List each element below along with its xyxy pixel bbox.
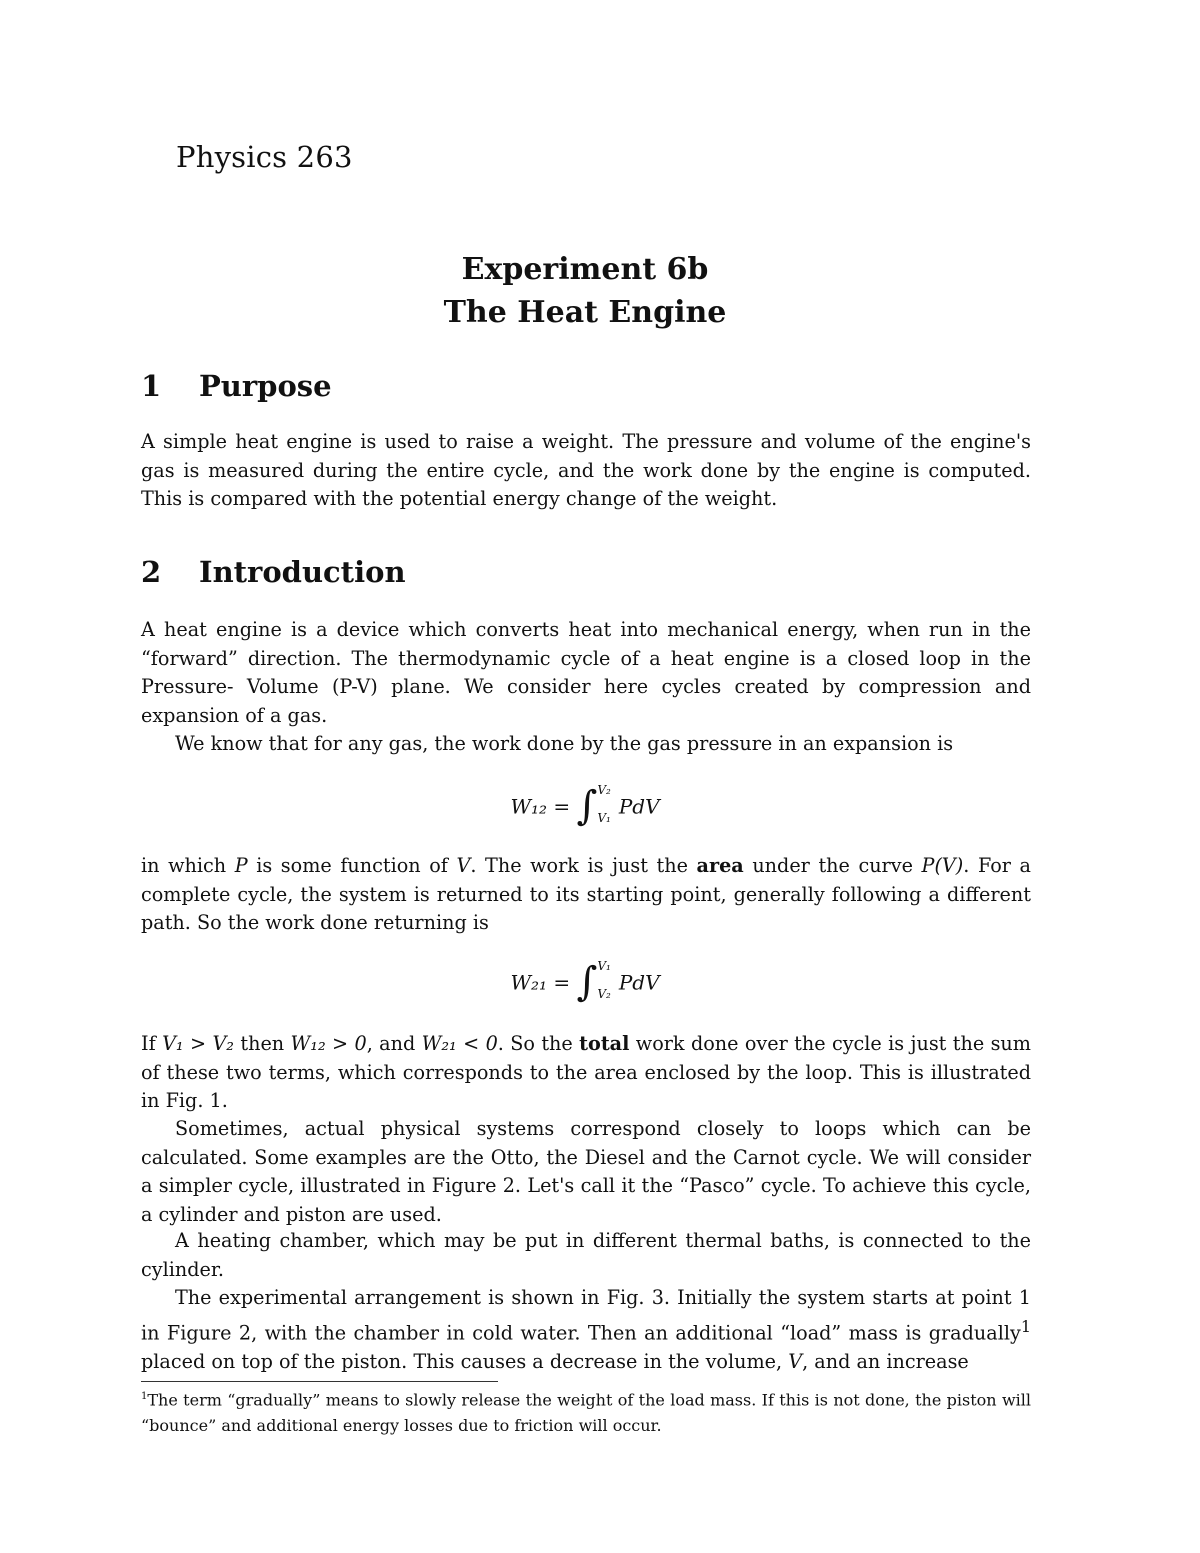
footnote xyxy=(141,1384,1031,1439)
work-integral-equation-1 xyxy=(0,780,1170,836)
text-run: placed on top of the piston. This causes a decrease in the volume, xyxy=(141,1349,789,1373)
upper-limit: V₁ xyxy=(597,959,611,973)
text-run: then xyxy=(234,1032,291,1055)
emphasis-area: area xyxy=(696,854,744,877)
lower-limit: V₂ xyxy=(597,987,611,1001)
text-run: . So the xyxy=(497,1032,580,1055)
text-run: , and xyxy=(366,1032,422,1055)
integral-limits xyxy=(597,776,610,832)
footnote-number: 1 xyxy=(141,1391,148,1402)
integral-limits xyxy=(597,952,610,1008)
course-header: Physics 263 xyxy=(176,140,353,174)
intro-paragraph-2: We know that for any gas, the work done by the gas pressure in an expansion is xyxy=(175,732,954,755)
section-heading-introduction xyxy=(141,555,406,589)
math-symbol: P xyxy=(234,854,248,877)
math-expression: V₁ > V₂ xyxy=(162,1032,234,1055)
intro-paragraph-4 xyxy=(141,1030,1031,1116)
integral-sign-icon: ∫ xyxy=(576,783,598,829)
experiment-subtitle: The Heat Engine xyxy=(443,295,727,330)
integral-sign-icon: ∫ xyxy=(576,959,598,1005)
intro-paragraph-6: A heating chamber, which may be put in different thermal baths, is connected to the cylinder. xyxy=(141,1229,1031,1281)
text-run: . For a complete cycle, the system is returned to its starting point, generally following a different path. So the work done returning is xyxy=(141,854,1031,935)
text-run: is some function of xyxy=(247,854,457,877)
integrand: PdV xyxy=(618,794,660,819)
emphasis-total: total xyxy=(579,1032,630,1055)
math-symbol: V xyxy=(456,854,471,877)
text-run: in which xyxy=(141,854,235,877)
section-title: Introduction xyxy=(199,555,406,589)
math-symbol: V xyxy=(788,1349,803,1373)
text-run: under the curve xyxy=(743,854,922,877)
text-run: . The work is just the xyxy=(470,854,697,877)
equation-lhs: W₁₂ = xyxy=(510,794,571,819)
section-title: Purpose xyxy=(199,369,332,403)
text-run: work done over the cycle is just the sum of these two terms, which corresponds to the area enclosed by the loop. This is illustrated in Fig. 1. xyxy=(141,1032,1031,1113)
equation-lhs: W₂₁ = xyxy=(510,970,571,995)
integrand: PdV xyxy=(618,970,660,995)
section-number: 1 xyxy=(141,369,162,403)
math-symbol: P(V) xyxy=(921,854,964,877)
footnote-text: The term “gradually” means to slowly release the weight of the load mass. If this is not done, the piston will “bounce” and additional energy losses due to friction will occur. xyxy=(141,1390,1031,1436)
lower-limit: V₁ xyxy=(597,811,611,825)
math-expression: W₂₁ < 0 xyxy=(421,1032,498,1055)
upper-limit: V₂ xyxy=(597,783,611,797)
purpose-paragraph: A simple heat engine is used to raise a weight. The pressure and volume of the engine's gas is measured during the entire cycle, and the work done by the engine is computed. This is compared with the potential energy change of the weight. xyxy=(141,430,1031,511)
intro-paragraph-1: A heat engine is a device which converts heat into mechanical energy, when run in the “forward” direction. The thermodynamic cycle of a heat engine is a closed loop in the Pressure- Volume (P-V) plane. We consider here cycles created by compression and expansion of a gas. xyxy=(141,618,1031,727)
math-expression: W₁₂ > 0 xyxy=(290,1032,367,1055)
text-run: If xyxy=(141,1032,163,1055)
intro-paragraph-7 xyxy=(141,1284,1031,1376)
work-integral-equation-2 xyxy=(0,956,1170,1012)
experiment-title: Experiment 6b xyxy=(461,252,709,287)
section-heading-purpose xyxy=(141,369,332,403)
section-number: 2 xyxy=(141,555,162,589)
text-run: , and an increase xyxy=(802,1349,969,1373)
footnote-marker: 1 xyxy=(1020,1316,1031,1336)
text-run: The experimental arrangement is shown in Fig. 3. Initially the system starts at point 1 in Figure 2, with the chamber in cold water. Then an additional “load” mass is gradually xyxy=(141,1286,1031,1344)
intro-paragraph-5: Sometimes, actual physical systems correspond closely to loops which can be calculated. Some examples are the Otto, the Diesel and the Carnot cycle. We will consider a simpler cycle, illustrated in Figure 2. Let's call it the “Pasco” cycle. To achieve this cycle, a cylinder and piston are used. xyxy=(141,1117,1031,1226)
footnote-divider xyxy=(141,1381,498,1382)
intro-paragraph-3 xyxy=(141,852,1031,938)
